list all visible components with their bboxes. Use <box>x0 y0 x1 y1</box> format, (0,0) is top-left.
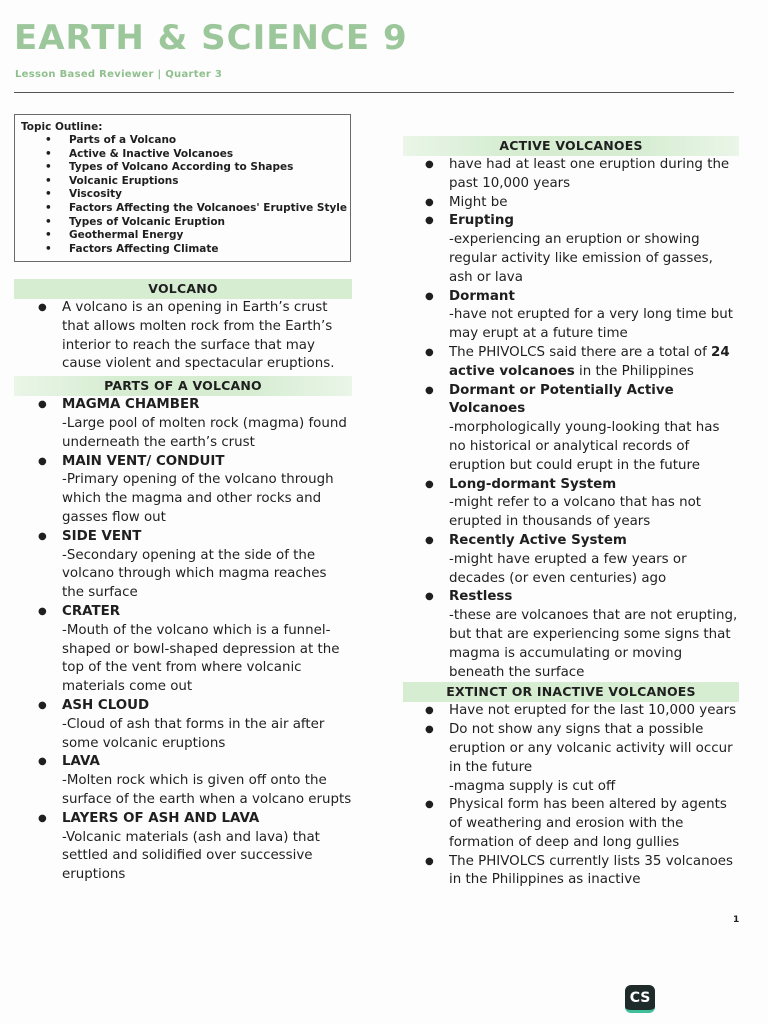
phivolcs-text-post: in the Philippines <box>574 363 694 379</box>
outline-item: • Volcanic Eruptions <box>21 175 344 189</box>
page-number: 1 <box>733 915 740 925</box>
outline-item: • Viscosity <box>21 188 344 202</box>
topic-outline-list <box>21 134 348 256</box>
part-term: ● LAYERS OF ASH AND LAVA <box>62 810 260 826</box>
part-desc: -Primary opening of the volcano through which the magma and other rocks and gasses flow out <box>62 472 334 525</box>
list-item <box>403 194 739 213</box>
list-item <box>14 697 352 753</box>
list-item <box>14 753 352 809</box>
extinct-item: ● The PHIVOLCS currently lists 35 volcanoes in the Philippines as inactive <box>449 853 733 888</box>
list-item <box>14 603 352 697</box>
part-desc: -Secondary opening at the side of the volcano through which magma reaches the surface <box>62 547 327 601</box>
part-desc: -Molten rock which is given off onto the surface of the earth when a volcano erupts <box>62 773 352 807</box>
part-desc: -Large pool of molten rock (magma) found underneath the earth’s crust <box>62 415 347 450</box>
phivolcs-text-pre: The PHIVOLCS said there are a total of <box>449 344 712 360</box>
page-title: EARTH & SCIENCE 9 <box>14 18 408 58</box>
active-item: ● Might be <box>449 194 508 210</box>
list-item <box>14 299 352 374</box>
list-item <box>14 453 352 528</box>
extinct-subitem: -magma supply is cut off <box>449 778 616 794</box>
part-desc: -Cloud of ash that forms in the air after some volcanic eruptions <box>62 716 325 751</box>
part-term: ● LAVA <box>62 754 100 770</box>
list-item <box>403 796 739 852</box>
outline-item: • Factors Affecting Climate <box>21 243 344 257</box>
active-desc: -might have erupted a few years or decades (or even centuries) ago <box>449 551 687 586</box>
active-desc: -morphologically young-looking that has no historical or analytical records of eruption but could erupt in the future <box>449 420 720 473</box>
outline-item: • Parts of a Volcano <box>21 134 344 148</box>
outline-item: • Factors Affecting the Volcanoes' Eruptive Style <box>21 202 344 216</box>
extinct-volcanoes-heading: EXTINCT OR INACTIVE VOLCANOES <box>403 682 739 702</box>
part-desc: -Mouth of the volcano which is a funnel-shaped or bowl-shaped depression at the top of the vent from where volcanic materials come out <box>62 622 340 695</box>
volcano-definition: ● A volcano is an opening in Earth’s crust that allows molten rock from the Earth’s interior to reach the surface that may cause violent and spectacular eruptions. <box>62 300 335 372</box>
part-term: ● MAIN VENT/ CONDUIT <box>62 453 225 469</box>
outline-item: • Types of Volcanic Eruption <box>21 216 344 230</box>
part-term: ● SIDE VENT <box>62 528 142 544</box>
active-desc: -these are volcanoes that are not erupting, but that are experiencing some signs that magma is accumulating or moving beneath the surface <box>449 608 738 680</box>
list-item <box>403 532 739 588</box>
phivolcs-count: 24 active volcanoes <box>449 344 730 379</box>
active-desc: -have not erupted for a very long time but may erupt at a future time <box>449 307 733 342</box>
topic-outline-title: Topic Outline: <box>21 121 103 133</box>
left-column <box>14 279 352 885</box>
active-desc: -experiencing an eruption or showing regular activity like emission of gasses, ash or lava <box>449 232 713 285</box>
volcano-heading: VOLCANO <box>14 279 352 299</box>
outline-item: • Active & Inactive Volcanoes <box>21 148 344 162</box>
camscanner-logo-icon: CS <box>625 985 655 1013</box>
list-item <box>14 810 352 885</box>
list-item <box>403 476 739 532</box>
list-item <box>403 721 739 796</box>
list-item <box>403 588 739 682</box>
list-item <box>403 288 739 344</box>
active-desc: -might refer to a volcano that has not erupted in thousands of years <box>449 495 702 530</box>
list-item <box>403 853 739 891</box>
part-term: ● ASH CLOUD <box>62 697 150 713</box>
active-term: ● Long-dormant System <box>449 476 617 492</box>
list-item <box>403 212 739 287</box>
list-item <box>403 344 739 382</box>
list-item <box>14 528 352 603</box>
active-item: ● have had at least one eruption during the past 10,000 years <box>449 157 730 191</box>
topic-outline-box <box>14 114 351 262</box>
active-term: ● Dormant or Potentially Active Volcanoes <box>449 382 674 417</box>
page-subtitle: Lesson Based Reviewer | Quarter 3 <box>15 69 223 80</box>
extinct-item: ● Have not erupted for the last 10,000 years <box>449 703 737 719</box>
volcano-list <box>14 299 352 374</box>
active-term: ● Dormant <box>449 288 515 304</box>
parts-heading: PARTS OF A VOLCANO <box>14 376 352 396</box>
active-volcanoes-heading: ACTIVE VOLCANOES <box>403 136 739 156</box>
list-item <box>403 156 739 194</box>
active-term: ● Erupting <box>449 213 514 229</box>
right-column <box>403 136 739 890</box>
part-desc: -Volcanic materials (ash and lava) that settled and solidified over successive eruptions <box>62 829 320 883</box>
list-item <box>403 382 739 476</box>
active-term: ● Recently Active System <box>449 532 627 548</box>
list-item <box>14 396 352 452</box>
outline-item: • Types of Volcano According to Shapes <box>21 161 344 175</box>
extinct-volcanoes-list <box>403 702 739 890</box>
active-term: ● Restless <box>449 589 513 605</box>
part-term: ● CRATER <box>62 603 121 619</box>
header-divider <box>14 92 734 93</box>
extinct-item: ● Do not show any signs that a possible eruption or any volcanic activity will occur in the future <box>449 722 733 775</box>
list-item <box>403 702 739 721</box>
parts-list <box>14 396 352 885</box>
part-term: ● MAGMA CHAMBER <box>62 397 200 413</box>
outline-item: • Geothermal Energy <box>21 229 344 243</box>
extinct-item: ● Physical form has been altered by agents of weathering and erosion with the formation of deep and long gullies <box>449 797 727 850</box>
active-volcanoes-list <box>403 156 739 682</box>
